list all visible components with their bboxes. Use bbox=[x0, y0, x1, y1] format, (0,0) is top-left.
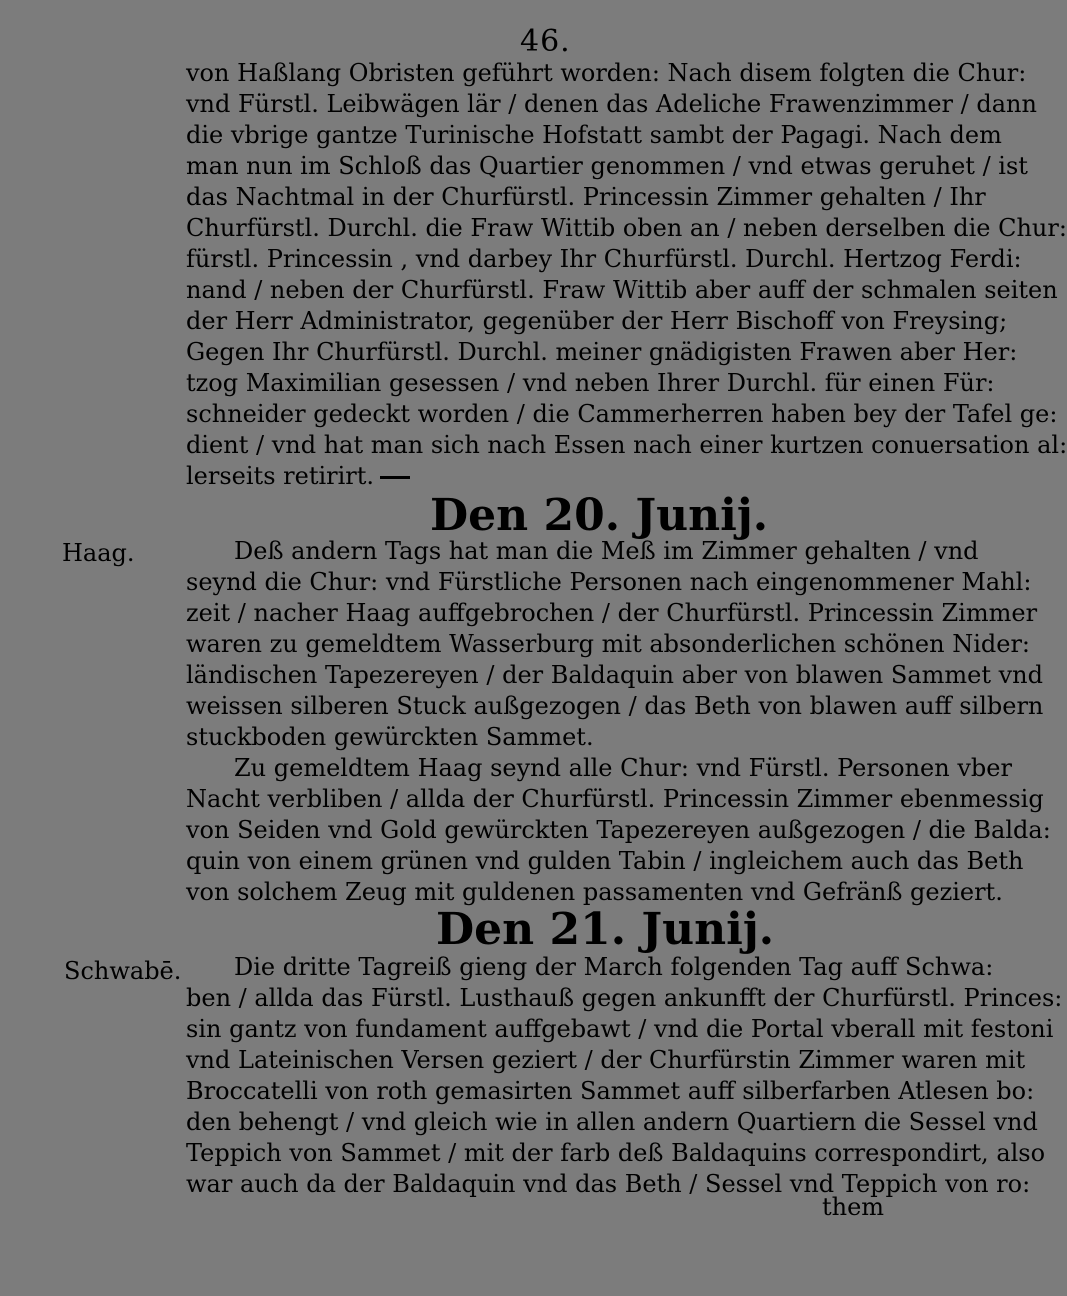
text-line: Teppich von Sammet / mit der farb deß Baldaquins correspondirt, also bbox=[186, 1139, 1046, 1167]
text-line: ländischen Tapezereyen / der Baldaquin aber von blawen Sammet vnd bbox=[186, 661, 1044, 689]
text-line: dient / vnd hat man sich nach Essen nach einer kurtzen conuersation al: bbox=[186, 431, 1067, 459]
marginal-note-place: Haag. bbox=[62, 539, 135, 567]
text-line: Nacht verbliben / allda der Churfürstl. Princessin Zimmer ebenmessig bbox=[186, 785, 1044, 813]
text-line: Churfürstl. Durchl. die Fraw Wittib oben an / neben derselben die Chur: bbox=[186, 214, 1067, 242]
paragraph bbox=[186, 952, 1063, 1200]
text-line-last bbox=[186, 461, 916, 492]
text-line: Deß andern Tags hat man die Meß im Zimmer gehalten / vnd bbox=[234, 537, 979, 565]
text-line: vnd Fürstl. Leibwägen lär / denen das Adeliche Frawenzimmer / dann bbox=[186, 90, 1037, 118]
line-end-flourish bbox=[380, 476, 410, 479]
page-number: 46. bbox=[520, 24, 571, 59]
text-line: tzog Maximilian gesessen / vnd neben Ihrer Durchl. für einen Für: bbox=[186, 369, 995, 397]
text-line: Gegen Ihr Churfürstl. Durchl. meiner gnädigisten Frawen aber Her: bbox=[186, 338, 1018, 366]
text-line: man nun im Schloß das Quartier genommen / vnd etwas geruhet / ist bbox=[186, 152, 1028, 180]
text-line: war auch da der Baldaquin vnd das Beth / Sessel vnd Teppich von ro: bbox=[186, 1170, 1031, 1198]
text-line: stuckboden gewürckten Sammet. bbox=[186, 723, 594, 751]
text-line: fürstl. Princessin , vnd darbey Ihr Churfürstl. Durchl. Hertzog Ferdi: bbox=[186, 245, 1022, 273]
text-line: von Seiden vnd Gold gewürckten Tapezereyen außgezogen / die Balda: bbox=[186, 816, 1051, 844]
text-line: von Haßlang Obristen geführt worden: Nach disem folgten die Chur: bbox=[186, 59, 1027, 87]
text-line: waren zu gemeldtem Wasserburg mit absonderlichen schönen Nider: bbox=[186, 630, 1031, 658]
paragraph-continued bbox=[186, 58, 1067, 492]
text-line: die vbrige gantze Turinische Hofstatt sambt der Pagagi. Nach dem bbox=[186, 121, 1002, 149]
text-line: nand / neben der Churfürstl. Fraw Wittib aber auff der schmalen seiten bbox=[186, 276, 1058, 304]
text-line: den behengt / vnd gleich wie in allen andern Quartiern die Sessel vnd bbox=[186, 1108, 1038, 1136]
text-line: zeit / nacher Haag auffgebrochen / der Churfürstl. Princessin Zimmer bbox=[186, 599, 1038, 627]
text-line: Zu gemeldtem Haag seynd alle Chur: vnd Fürstl. Personen vber bbox=[234, 754, 1012, 782]
paragraph bbox=[186, 536, 1051, 908]
text-line: der Herr Administrator, gegenüber der Herr Bischoff von Freysing; bbox=[186, 307, 1008, 335]
text-line: ben / allda das Fürstl. Lusthauß gegen ankunfft der Churfürstl. Princes: bbox=[186, 984, 1063, 1012]
text-line: vnd Lateinischen Versen geziert / der Churfürstin Zimmer waren mit bbox=[186, 1046, 1026, 1074]
text-line: von solchem Zeug mit guldenen passamenten vnd Gefränß geziert. bbox=[186, 878, 1003, 906]
date-heading: Den 21. Junij. bbox=[436, 904, 775, 955]
text-line: weissen silberen Stuck außgezogen / das Beth von blawen auff silbern bbox=[186, 692, 1044, 720]
text-line: sin gantz von fundament auffgebawt / vnd die Portal vberall mit festoni bbox=[186, 1015, 1054, 1043]
text-line: seynd die Chur: vnd Fürstliche Personen nach eingenommener Mahl: bbox=[186, 568, 1032, 596]
date-heading: Den 20. Junij. bbox=[430, 490, 769, 541]
text-line: Die dritte Tagreiß gieng der March folgenden Tag auff Schwa: bbox=[234, 953, 994, 981]
catchword: them bbox=[822, 1193, 885, 1221]
text-line: schneider gedeckt worden / die Cammerherren haben bey der Tafel ge: bbox=[186, 400, 1058, 428]
text-line: quin von einem grünen vnd gulden Tabin / ingleichem auch das Beth bbox=[186, 847, 1024, 875]
marginal-note-place: Schwabē. bbox=[64, 957, 182, 985]
text-line: Broccatelli von roth gemasirten Sammet auff silberfarben Atlesen bo: bbox=[186, 1077, 1035, 1105]
text-line: das Nachtmal in der Churfürstl. Princessin Zimmer gehalten / Ihr bbox=[186, 183, 986, 211]
text-line-content: lerseits retirirt. bbox=[186, 462, 375, 490]
